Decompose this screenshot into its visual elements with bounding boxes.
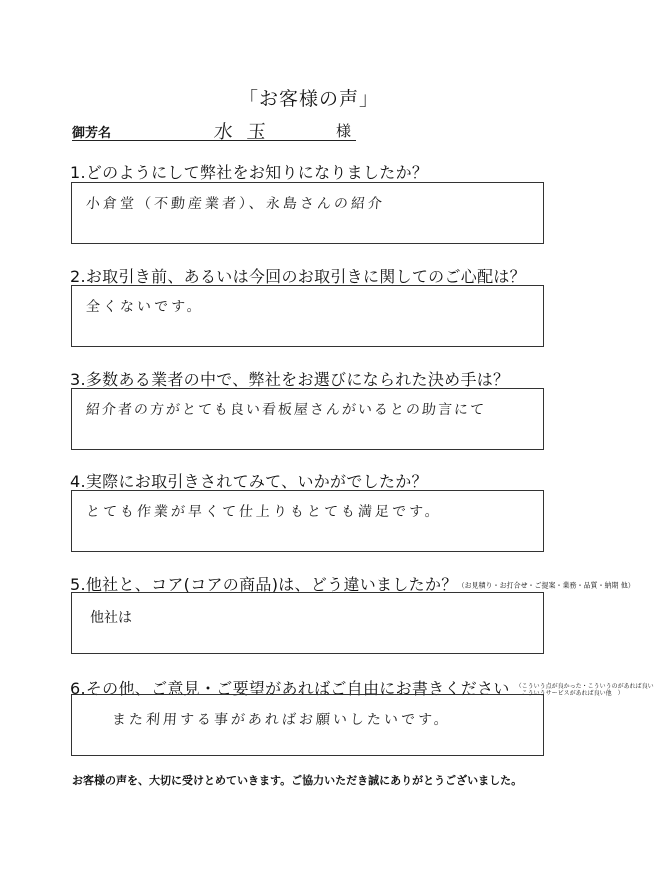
answer-2-box bbox=[71, 285, 544, 347]
name-label: 御芳名 bbox=[72, 126, 112, 141]
answer-1-text: 小倉堂（不動産業者）、永島さんの紹介 bbox=[85, 196, 386, 212]
answer-4-text: とても作業が早くて仕上りもとても満足です。 bbox=[85, 504, 443, 520]
answer-5-text: 他社は bbox=[90, 610, 132, 626]
answer-3-text: 紹介者の方がとても良い看板屋さんがいるとの助言にて bbox=[85, 402, 487, 418]
question-6-text: 6.その他、ご意見・ご要望があればご自由にお書きください bbox=[70, 679, 510, 698]
name-underline bbox=[72, 140, 356, 141]
question-5-text: 5.他社と、コア(コアの商品)は、どう違いましたか？ bbox=[70, 575, 458, 594]
question-1-label: 1.どのようにして弊社をお知りになりましたか？ bbox=[70, 163, 429, 182]
form-title: 「お客様の声」 bbox=[238, 88, 379, 110]
answer-6-box bbox=[71, 694, 544, 756]
question-4-label: 4.実際にお取引きされてみて、いかがでしたか？ bbox=[70, 472, 428, 491]
question-3-label: 3.多数ある業者の中で、弊社をお選びになられた決め手は？ bbox=[70, 370, 510, 389]
answer-4-box bbox=[71, 490, 544, 552]
answer-2-text: 全くないです。 bbox=[85, 299, 205, 315]
answer-6-text: また利用する事があればお願いしたいです。 bbox=[111, 712, 452, 728]
question-5-note: （お見積り・お打合せ・ご提案・業務・品質・納期 他） bbox=[457, 581, 635, 590]
answer-1-box bbox=[71, 182, 544, 244]
answer-3-box bbox=[71, 388, 544, 450]
question-2-label: 2.お取引き前、あるいは今回のお取引きに関してのご心配は？ bbox=[70, 267, 526, 286]
name-honorific: 様 bbox=[336, 122, 352, 140]
customer-name: 水玉 bbox=[212, 121, 282, 143]
question-6-note-line2: こういうサービスがあれば良い他 ） bbox=[515, 689, 624, 697]
question-6-note-line1: （こういう点が良かった・こういうのがあれば良い bbox=[515, 682, 654, 690]
closing-message: お客様の声を、大切に受けとめていきます。ご協力いただき誠にありがとうございました。 bbox=[72, 774, 523, 787]
answer-5-box bbox=[71, 592, 544, 654]
